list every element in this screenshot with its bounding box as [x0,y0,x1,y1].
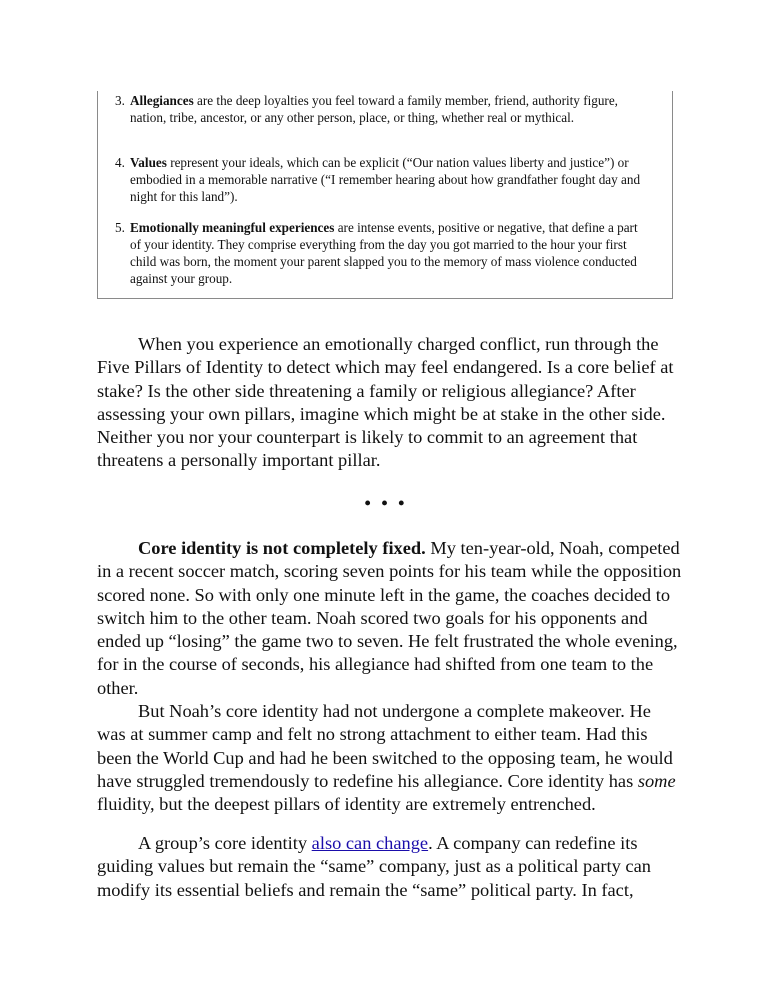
paragraph-emphasis: some [637,770,676,791]
pillar-term: Allegiances [130,93,194,108]
pillar-number: 3. [115,93,125,108]
paragraph-text: My ten-year-old, Noah, competed in a recent soccer match, scoring seven points for his team while the opposition scored none. So with only one minute left in the game, the coaches decided to switch him to the other team. Noah scored two goals for his opponents and ended up “losing” the game two to seven. He felt frustrated the whole evening, for in the course of seconds, his allegiance had shifted from one team to the other. [97,538,682,698]
pillar-description: represent your ideals, which can be explicit (“Our nation values liberty and justice”) or embodied in a memorable narrative (“I remember hearing about how grandfather fought day and night for this land”). [130,155,641,204]
paragraph-noah-identity [97,700,682,816]
pillar-description: are the deep loyalties you feel toward a family member, friend, authority figure, nation, tribe, ancestor, or any other person, place, or thing, whether real or mythical. [130,93,618,125]
paragraph-core-identity [97,537,682,700]
pillars-sidebar-box [97,91,673,299]
pillar-term: Values [130,155,167,170]
paragraph-group-identity [97,832,682,902]
pillar-description: are intense events, positive or negative, that define a part of your identity. They comprise everything from the day you got married to the hour your first child was born, the moment your parent slapped you to the memory of mass violence conducted against your group. [130,220,638,286]
pillar-text [115,219,645,287]
paragraph-text: A group’s core identity [138,833,312,853]
paragraph-text: . A company can redefine its guiding values but remain the “same” company, just as a political party can modify its essential beliefs and remain the “same” political party. In fact, [97,833,651,900]
pillar-item-values [115,154,645,205]
paragraph-text: But Noah’s core identity had not undergone a complete makeover. He was at summer camp and felt no strong attachment to either team. Had this been the World Cup and had he been switched to the opposing team, he would have struggled tremendously to redefine his allegiance. Core identity has [97,701,673,791]
pillar-item-emotional-experiences [115,219,645,287]
paragraph-text: fluidity, but the deepest pillars of identity are extremely entrenched. [97,794,596,815]
paragraph-five-pillars [97,333,682,473]
pillar-text [115,154,645,205]
pillar-number: 4. [115,155,125,170]
pillar-item-allegiances [115,92,645,126]
pillar-text [115,92,645,126]
paragraph-text: When you experience an emotionally charged conflict, run through the Five Pillars of Identity to detect which may feel endangered. Is a core belief at stake? Is the other side threatening a family or religious allegiance? After assessing your own pillars, imagine which might be at stake in the other side. Neither you nor your counterpart is likely to commit to an agreement that threatens a personally important pillar. [97,334,674,471]
also-can-change-link[interactable]: also can change [311,833,429,853]
paragraph-lead-bold: Core identity is not completely fixed. [138,538,426,558]
pillar-number: 5. [115,220,125,235]
section-break-dots: • • • [364,493,408,513]
pillar-term: Emotionally meaningful experiences [130,220,335,235]
